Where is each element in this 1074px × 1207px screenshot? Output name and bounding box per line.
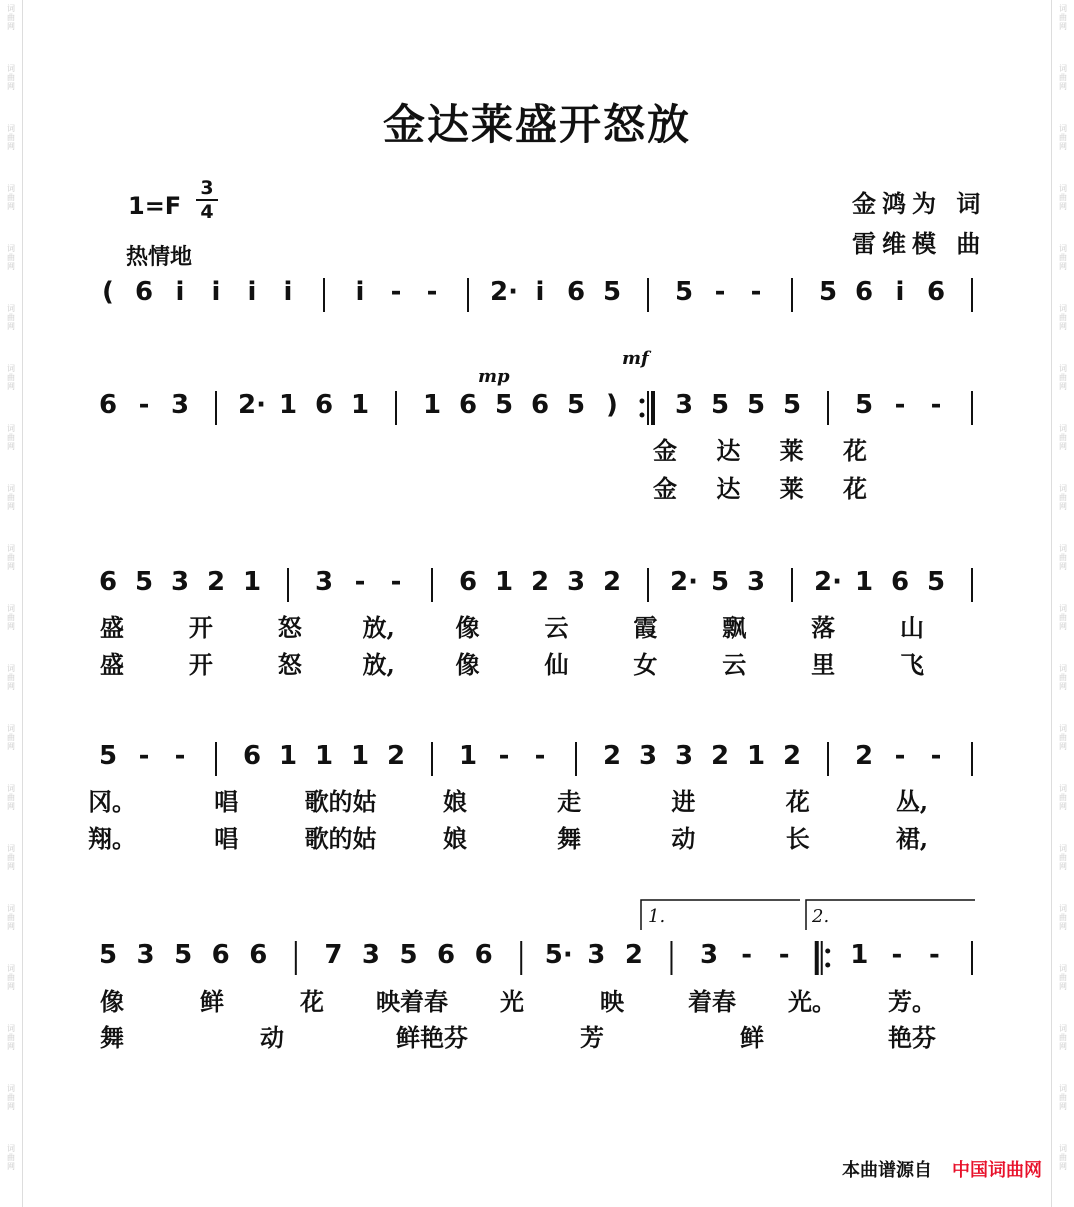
footer-brand-link[interactable]: 中国词曲网 (952, 1160, 1042, 1181)
note: - (534, 741, 546, 771)
lyric: 长 (785, 824, 810, 853)
lyric: 歌的姑 (304, 824, 377, 853)
lyric: 女 (633, 650, 658, 679)
note: ( (102, 277, 114, 307)
lyric: 冈。 (88, 787, 136, 816)
lyric: 舞 (100, 1023, 124, 1052)
watermark-text: 词 曲 网 (1059, 244, 1067, 271)
note: - (930, 741, 942, 771)
note: 5 (98, 940, 118, 970)
note: 2· (490, 277, 518, 307)
note: 5 (602, 277, 622, 307)
lyric: 映着春 (376, 987, 448, 1016)
watermark-text: 词 曲 网 (1059, 544, 1067, 571)
note: - (426, 277, 438, 307)
note: 5 (782, 390, 802, 420)
lyric: 开 (188, 613, 213, 642)
watermark-text: 词 曲 网 (7, 844, 15, 871)
lyric: 像 (455, 613, 480, 642)
lyric: 唱 (214, 787, 239, 816)
note: 3 (587, 940, 606, 970)
lyric: 仙 (544, 650, 569, 679)
note: 6 (98, 390, 118, 420)
note: 2 (386, 741, 406, 771)
note: 1 (278, 741, 298, 771)
note: - (929, 940, 940, 970)
note: 1 (242, 567, 262, 597)
note: 3 (674, 390, 694, 420)
lyric: 云 (722, 650, 747, 679)
lyric: 怒 (277, 613, 302, 642)
lyric: 开 (188, 650, 213, 679)
composer-credit: 雷维模 曲 (852, 230, 987, 258)
lyricist-credit: 金鸿为 词 (852, 190, 987, 218)
note: 6 (566, 277, 586, 307)
lyric: 盛 (100, 650, 124, 679)
note: 2 (624, 940, 643, 970)
note: 2 (602, 567, 622, 597)
lyric: 金 (653, 474, 677, 503)
note: 6 (134, 277, 154, 307)
watermark-text: 词 曲 网 (1059, 604, 1067, 631)
note: 5 (174, 940, 193, 970)
note: 6 (249, 940, 268, 970)
watermark-text: 词 曲 网 (1059, 484, 1067, 511)
lyric: 像 (100, 987, 124, 1016)
note: 5 (494, 390, 514, 420)
note: - (174, 741, 186, 771)
note: - (894, 741, 906, 771)
note: 1 (314, 741, 334, 771)
note: 1 (746, 741, 766, 771)
note: - (498, 741, 510, 771)
note: 6 (458, 390, 478, 420)
watermark-text: 词 曲 网 (1059, 124, 1067, 151)
note: 6 (890, 567, 910, 597)
watermark-text: 词 曲 网 (1059, 664, 1067, 691)
lyric: 霞 (633, 613, 658, 642)
note: 5 (566, 390, 586, 420)
note: - (354, 567, 366, 597)
note: - (741, 940, 753, 970)
lyric: 丛, (895, 787, 929, 816)
lyric: 鲜 (740, 1023, 764, 1052)
lyric: 光。 (788, 987, 836, 1016)
note: 6 (437, 940, 456, 970)
note: 2 (602, 741, 622, 771)
watermark-text: 词 曲 网 (7, 184, 15, 211)
note: 3 (746, 567, 766, 597)
volta-bracket-2 (806, 900, 975, 930)
note: 1 (350, 741, 370, 771)
note: - (714, 277, 726, 307)
lyric: 艳芬 (888, 1023, 936, 1052)
lyric: 像 (455, 650, 480, 679)
note: 2 (206, 567, 226, 597)
note: 5 (674, 277, 694, 307)
lyric: 走 (557, 787, 582, 816)
note: 5 (926, 567, 946, 597)
lyric: 娘 (442, 824, 467, 853)
watermark-text: 词 曲 网 (7, 424, 15, 451)
note: 6 (314, 390, 334, 420)
lyric: 莱 (779, 474, 804, 503)
volta-label-1: 1. (648, 906, 666, 927)
note: 5 (134, 567, 154, 597)
watermark-text: 词 曲 网 (7, 544, 15, 571)
watermark-text: 词 曲 网 (1059, 784, 1067, 811)
note: 2· (670, 567, 698, 597)
note: ) (606, 390, 618, 420)
tempo-marking: 热情地 (126, 245, 193, 270)
note: i (211, 277, 221, 307)
repeat-dot (825, 949, 830, 954)
lyric: 歌的姑 (304, 787, 377, 816)
lyric: 芳。 (888, 987, 936, 1016)
note: i (247, 277, 257, 307)
note: 6 (474, 940, 493, 970)
watermark-text: 词 曲 网 (1059, 424, 1067, 451)
note: 6 (211, 940, 230, 970)
lyric: 裙, (895, 824, 929, 853)
lyric: 飘 (722, 613, 747, 642)
note: 2· (238, 390, 266, 420)
note: 3 (170, 390, 190, 420)
watermark-text: 词 曲 网 (7, 964, 15, 991)
watermark-text: 词 曲 网 (1059, 1144, 1067, 1171)
watermark-text: 词 曲 网 (1059, 64, 1067, 91)
watermark-text: 词 曲 网 (7, 1084, 15, 1111)
lyric: 落 (811, 613, 836, 642)
note: 3 (638, 741, 658, 771)
lyric: 飞 (900, 650, 924, 679)
key-signature: 1=F (128, 192, 182, 220)
watermark-text: 词 曲 网 (7, 1024, 15, 1051)
lyric: 里 (811, 650, 836, 679)
note: - (390, 277, 402, 307)
note: 1 (854, 567, 874, 597)
watermark-text: 词 曲 网 (7, 244, 15, 271)
watermark-text: 词 曲 网 (7, 604, 15, 631)
note: 3 (674, 741, 694, 771)
note: i (535, 277, 545, 307)
lyric: 莱 (779, 436, 804, 465)
watermark-text: 词 曲 网 (7, 64, 15, 91)
note: 5 (399, 940, 418, 970)
note: i (895, 277, 905, 307)
note: 1 (850, 940, 869, 970)
note: - (930, 390, 942, 420)
watermark-text: 词 曲 网 (7, 904, 15, 931)
lyric: 放, (362, 650, 395, 679)
lyric: 鲜 (200, 987, 224, 1016)
note: 6 (854, 277, 874, 307)
lyric: 动 (260, 1023, 284, 1052)
note: 6 (926, 277, 946, 307)
note: 3 (136, 940, 155, 970)
note: - (138, 390, 150, 420)
note: 1 (350, 390, 370, 420)
watermark-text: 词 曲 网 (7, 124, 15, 151)
watermark-text: 词 曲 网 (1059, 1084, 1067, 1111)
lyric: 达 (716, 436, 741, 465)
note: - (138, 741, 150, 771)
watermark-text: 词 曲 网 (1059, 364, 1067, 391)
note: 6 (242, 741, 262, 771)
song-title: 金达莱盛开怒放 (382, 100, 691, 149)
note: 5 (710, 567, 730, 597)
note: 3 (314, 567, 334, 597)
note: 5 (854, 390, 874, 420)
note: i (175, 277, 185, 307)
note: 1 (278, 390, 298, 420)
watermark-text: 词 曲 网 (7, 1144, 15, 1171)
note: 6 (98, 567, 118, 597)
note: - (750, 277, 762, 307)
note: 2 (530, 567, 550, 597)
watermark-text: 词 曲 网 (1059, 724, 1067, 751)
time-signature-top: 3 (200, 177, 214, 199)
note: 5 (746, 390, 766, 420)
note: 5 (818, 277, 838, 307)
repeat-dot (640, 413, 645, 418)
watermark-text: 词 曲 网 (7, 484, 15, 511)
lyric: 着春 (688, 987, 736, 1016)
lyric: 翔。 (88, 824, 136, 853)
lyric: 云 (544, 613, 569, 642)
watermark-text: 词 曲 网 (7, 664, 15, 691)
watermark-text: 词 曲 网 (1059, 844, 1067, 871)
watermark-text: 词 曲 网 (1059, 904, 1067, 931)
lyric: 娘 (442, 787, 467, 816)
note: - (778, 940, 790, 970)
dynamic-mf: mf (622, 348, 649, 369)
watermark-text: 词 曲 网 (1059, 1024, 1067, 1051)
lyric: 芳 (580, 1023, 604, 1052)
note: i (355, 277, 365, 307)
watermark-text: 词 曲 网 (1059, 964, 1067, 991)
lyric: 盛 (100, 613, 124, 642)
note: 2· (814, 567, 842, 597)
note: 2 (710, 741, 730, 771)
watermark-text: 词 曲 网 (1059, 4, 1067, 31)
lyric: 映 (600, 987, 624, 1016)
note: 3 (361, 940, 381, 970)
time-signature-bottom: 4 (200, 201, 214, 223)
note: - (891, 940, 903, 970)
note: 1 (422, 390, 442, 420)
footer-source-label: 本曲谱源自 (842, 1160, 932, 1181)
lyric: 进 (671, 787, 696, 816)
note: 5 (98, 741, 118, 771)
watermark-text: 词 曲 网 (7, 784, 15, 811)
note: 6 (530, 390, 550, 420)
note: i (283, 277, 293, 307)
note: 7 (324, 940, 343, 970)
note: 5 (710, 390, 730, 420)
lyric: 花 (300, 987, 324, 1016)
watermark-text: 词 曲 网 (7, 304, 15, 331)
repeat-dot (640, 399, 645, 404)
note: 2 (782, 741, 802, 771)
repeat-dot (825, 963, 830, 968)
note: 2 (854, 741, 874, 771)
lyric: 花 (785, 787, 810, 816)
watermark-text: 词 曲 网 (1059, 304, 1067, 331)
lyric: 达 (716, 474, 741, 503)
note: 3 (699, 940, 719, 970)
watermark-text: 词 曲 网 (7, 4, 15, 31)
watermark-text: 词 曲 网 (1059, 184, 1067, 211)
lyric: 花 (843, 474, 867, 503)
note: 3 (566, 567, 586, 597)
note: 6 (458, 567, 478, 597)
lyric: 舞 (557, 824, 582, 853)
lyric: 鲜艳芬 (396, 1023, 468, 1052)
lyric: 放, (362, 613, 395, 642)
note: 3 (170, 567, 190, 597)
watermark-text: 词 曲 网 (7, 724, 15, 751)
lyric: 花 (843, 436, 867, 465)
lyric: 金 (653, 436, 677, 465)
lyric: 山 (900, 613, 924, 642)
volta-label-2: 2. (812, 906, 830, 927)
note: - (390, 567, 402, 597)
lyric: 光 (500, 987, 524, 1016)
dynamic-mp: mp (478, 366, 510, 387)
note: 1 (494, 567, 514, 597)
note: 5· (544, 940, 573, 970)
lyric: 动 (671, 824, 696, 853)
watermark-text: 词 曲 网 (7, 364, 15, 391)
note: 1 (458, 741, 478, 771)
lyric: 唱 (214, 824, 239, 853)
note: - (894, 390, 906, 420)
lyric: 怒 (277, 650, 302, 679)
